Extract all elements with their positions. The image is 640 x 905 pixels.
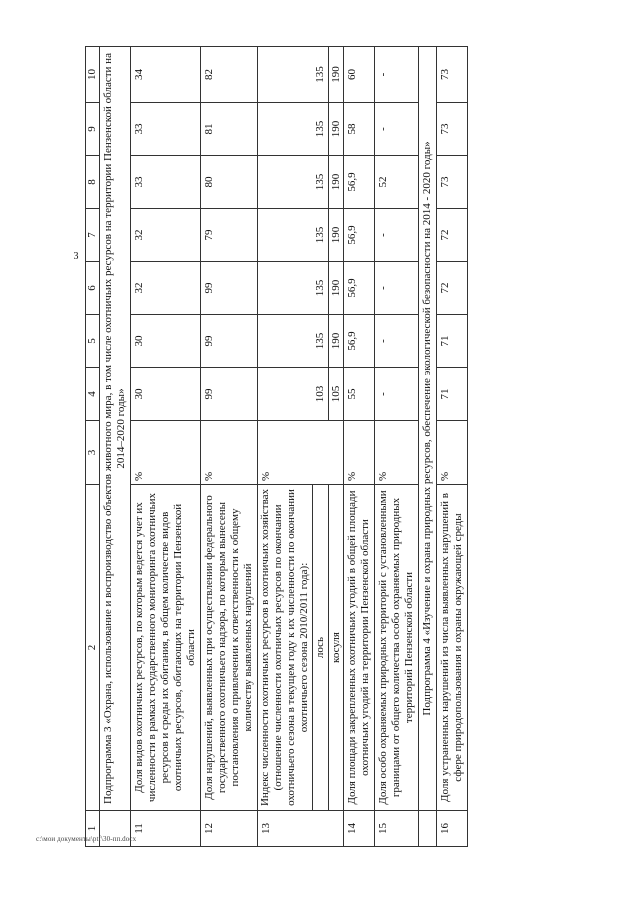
- value-cell: 58: [344, 103, 375, 156]
- value-cell-split: 135 190: [257, 315, 344, 368]
- value-cell: 30: [130, 368, 200, 421]
- unit: %: [130, 421, 200, 485]
- value-cell: 99: [200, 315, 257, 368]
- indicator-text: Индекс численности охотничьих ресурсов в охотничьих хозяйствах (отношение численности охотничьих ресурсов по окончании охотничьего сезона в текущем году к их численности по окончании охотничьего сезона 2010/2011 года):: [258, 488, 310, 807]
- value-cell: 71: [437, 315, 468, 368]
- value-cell-split: 135 190: [257, 103, 344, 156]
- value-cell: 82: [200, 47, 257, 103]
- subprogram-3-row: [100, 47, 131, 847]
- value-cell: 32: [130, 262, 200, 315]
- indicator-text-split: [257, 485, 344, 811]
- species-label: косуля: [328, 485, 344, 810]
- indicator-text: Доля видов охотничьих ресурсов, по которым ведется учет их численности в рамках государственного мониторинга охотничьих ресурсов и среды их обитания, в общем количестве видов охотничьих ресурсов, обитающих на территории Пензенской области: [130, 485, 200, 811]
- rotated-table-container: [85, 47, 575, 847]
- value-cell: -: [375, 368, 419, 421]
- header-cell: 5: [86, 315, 100, 368]
- value-cell: 73: [437, 103, 468, 156]
- row-number: 11: [130, 811, 200, 847]
- indicator-text: Доля устраненных нарушений из числа выявленных нарушений в сфере природопользования и охраны окружающей среды: [437, 485, 468, 811]
- value-cell: -: [375, 262, 419, 315]
- value-cell: 33: [130, 156, 200, 209]
- table-row: [344, 47, 375, 847]
- row-number: 12: [200, 811, 257, 847]
- value-cell: -: [375, 315, 419, 368]
- value-cell: 56,9: [344, 262, 375, 315]
- indicator-text: Доля особо охраняемых природных территорий с установленными границами от общего количества особо охраняемых природных территорий Пензенской области: [375, 485, 419, 811]
- value-cell: -: [375, 103, 419, 156]
- header-cell: 4: [86, 368, 100, 421]
- unit: %: [375, 421, 419, 485]
- page-number: 3: [73, 251, 79, 262]
- value-cell: 56,9: [344, 156, 375, 209]
- header-row: [86, 47, 100, 847]
- value-cell: 81: [200, 103, 257, 156]
- unit: %: [200, 421, 257, 485]
- value-cell: 73: [437, 47, 468, 103]
- value-cell: 80: [200, 156, 257, 209]
- value-cell: 79: [200, 209, 257, 262]
- footer-file-path: c:\мои документы\рtf\30-пп.docx: [36, 835, 137, 843]
- value-cell-split: 135 190: [257, 262, 344, 315]
- value-cell: 56,9: [344, 209, 375, 262]
- value-cell: 52: [375, 156, 419, 209]
- value-cell: -: [375, 47, 419, 103]
- value-cell: 33: [130, 103, 200, 156]
- value-cell: 60: [344, 47, 375, 103]
- table-row: [257, 47, 344, 847]
- row-number: 15: [375, 811, 419, 847]
- value-cell: 34: [130, 47, 200, 103]
- header-cell: 1: [86, 811, 100, 847]
- value-cell: -: [375, 209, 419, 262]
- value-cell: 72: [437, 209, 468, 262]
- unit: %: [344, 421, 375, 485]
- value-cell-split: 135 190: [257, 47, 344, 103]
- species-label: лось: [312, 485, 328, 810]
- value-cell: 73: [437, 156, 468, 209]
- value-cell-split: 135 190: [257, 209, 344, 262]
- header-cell: 6: [86, 262, 100, 315]
- value-cell: 56,9: [344, 315, 375, 368]
- value-cell: 71: [437, 368, 468, 421]
- row-number: 16: [437, 811, 468, 847]
- subprogram-4-row: [419, 47, 437, 847]
- indicators-table: [85, 46, 468, 847]
- header-cell: 7: [86, 209, 100, 262]
- table-row: [437, 47, 468, 847]
- row-number: 13: [257, 811, 344, 847]
- table-row: [200, 47, 257, 847]
- value-cell-split: 103 105: [257, 368, 344, 421]
- subprogram-3-title: Подпрограмма 3 «Охрана, использование и воспроизводство объектов животного мира, в том числе охотничьих ресурсов на территории Пензенской области на 2014–2020 годы»: [100, 47, 131, 811]
- header-cell: 10: [86, 47, 100, 103]
- table-row: [130, 47, 200, 847]
- value-cell: 55: [344, 368, 375, 421]
- indicator-text: Доля площади закрепленных охотничьих угодий в общей площади охотничьих угодий на территории Пензенской области: [344, 485, 375, 811]
- value-cell: 72: [437, 262, 468, 315]
- header-cell: 9: [86, 103, 100, 156]
- subprogram-4-title: Подпрограмма 4 «Изучение и охрана природных ресурсов, обеспечение экологической безопасности на 2014 - 2020 годы»: [419, 47, 437, 811]
- value-cell: 32: [130, 209, 200, 262]
- header-cell: 8: [86, 156, 100, 209]
- value-cell-split: 135 190: [257, 156, 344, 209]
- row-number: 14: [344, 811, 375, 847]
- unit: %: [437, 421, 468, 485]
- value-cell: 99: [200, 368, 257, 421]
- value-cell: 99: [200, 262, 257, 315]
- header-cell: 3: [86, 421, 100, 485]
- indicator-text: Доля нарушений, выявленных при осуществлении федерального государственного охотничьего надзора, по которым вынесены постановления о привлечении к ответственности к общему количеству выявленных нарушений: [200, 485, 257, 811]
- value-cell: 30: [130, 315, 200, 368]
- unit: %: [257, 421, 344, 485]
- table-row: [375, 47, 419, 847]
- header-cell: 2: [86, 485, 100, 811]
